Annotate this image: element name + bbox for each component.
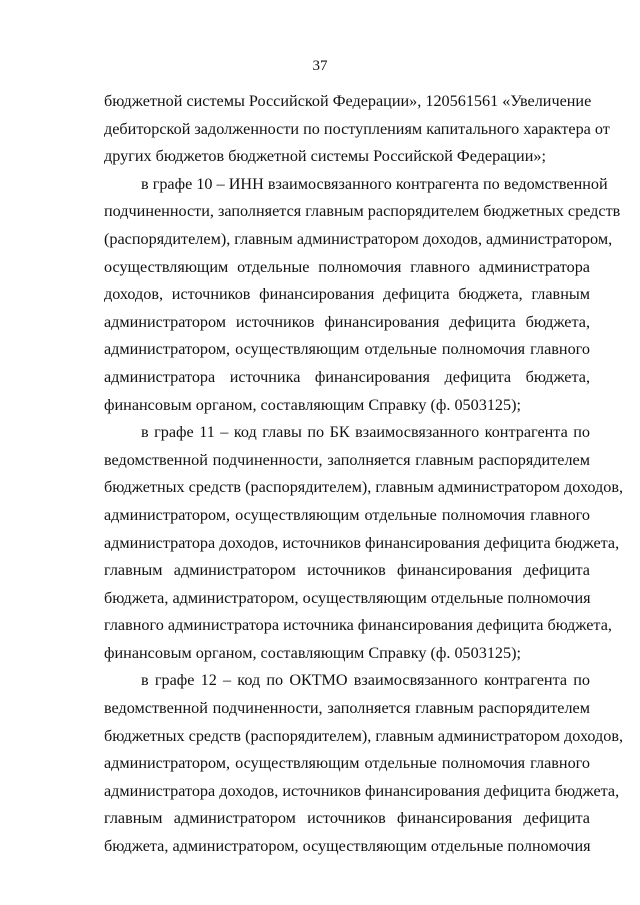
text-line: дебиторской задолженности по поступлениям капитального характера от [104, 119, 610, 138]
text-line: бюджета, администратором, осуществляющим отдельные полномочия [104, 837, 591, 856]
text-line: ведомственной подчиненности, заполняется главным распорядителем [104, 699, 590, 718]
text-line: в графе 12 – код по ОКТМО взаимосвязанного контрагента по [141, 671, 590, 690]
text-line: бюджетных средств (распорядителем), главным администратором доходов, [104, 726, 624, 745]
text-line: финансовым органом, составляющим Справку (ф. 0503125); [104, 395, 522, 414]
document-body [104, 88, 624, 861]
text-line: осуществляющим отдельные полномочия главного администратора [104, 257, 590, 276]
text-line: бюджетной системы Российской Федерации», 120561561 «Увеличение [104, 92, 592, 110]
text-line: администратором источников финансирования дефицита бюджета, [104, 312, 590, 331]
text-line: ведомственной подчиненности, заполняется главным распорядителем [104, 450, 590, 469]
paragraph-column-11 [104, 419, 624, 667]
text-line: администратором, осуществляющим отдельные полномочия главного [104, 340, 590, 359]
text-line: главным администратором источников финансирования дефицита [104, 809, 590, 828]
text-line: (распорядителем), главным администратором доходов, администратором, [104, 229, 613, 248]
paragraph-column-10 [104, 171, 621, 419]
text-line: главным администратором источников финансирования дефицита [104, 561, 590, 580]
text-line: подчиненности, заполняется главным распорядителем бюджетных средств [104, 202, 621, 221]
text-line: в графе 11 – код главы по БК взаимосвязанного контрагента по [141, 423, 590, 442]
text-line: финансовым органом, составляющим Справку (ф. 0503125); [104, 643, 522, 662]
text-line: доходов, источников финансирования дефицита бюджета, главным [104, 285, 590, 304]
page-number: 37 [312, 58, 328, 74]
text-line: бюджетных средств (распорядителем), главным администратором доходов, [104, 478, 624, 497]
text-line: администратором, осуществляющим отдельные полномочия главного [104, 754, 590, 773]
text-line: бюджета, администратором, осуществляющим отдельные полномочия [104, 588, 591, 607]
text-line: в графе 10 – ИНН взаимосвязанного контрагента по ведомственной [141, 174, 608, 193]
paragraph-column-12 [104, 667, 624, 860]
text-line: администратора доходов, источников финансирования дефицита бюджета, [104, 781, 620, 800]
paragraph-continuation [104, 88, 610, 171]
text-line: администратора источника финансирования дефицита бюджета, [104, 367, 590, 386]
text-line: администратором, осуществляющим отдельные полномочия главного [104, 505, 590, 524]
text-line: главного администратора источника финансирования дефицита бюджета, [104, 616, 612, 635]
text-line: других бюджетов бюджетной системы Российской Федерации»; [104, 147, 546, 166]
text-line: администратора доходов, источников финансирования дефицита бюджета, [104, 533, 620, 552]
